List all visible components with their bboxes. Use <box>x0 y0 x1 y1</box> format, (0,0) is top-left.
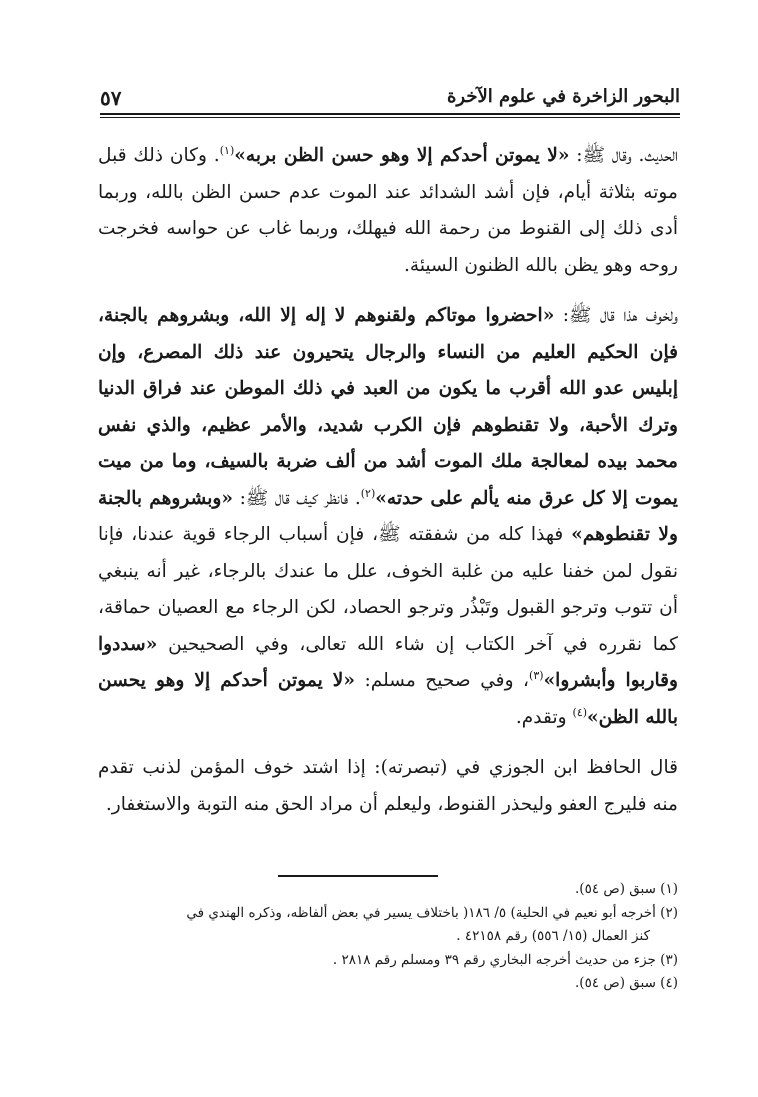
footnote-separator <box>278 875 438 877</box>
header-rule <box>100 113 680 115</box>
main-text <box>98 138 678 837</box>
paragraph-2 <box>98 298 678 736</box>
footnote-ref-3: (٣) <box>529 668 544 682</box>
text-run: ولخوف هذا قال ﷺ: <box>554 305 678 326</box>
text-run: قال الحافظ ابن الجوزي في (تبصرته): إذا اشتد خوف المؤمن لذنب تقدم منه فليرج العفو وليحذر القنوط، وليعلم أن مراد الحق منه التوبة والاستغفار. <box>98 757 678 815</box>
paragraph-1 <box>98 138 678 284</box>
footnote-ref-2: (٢) <box>360 486 376 500</box>
text-run: الحديث. وقال ﷺ: <box>569 145 678 166</box>
hadith-quote: «لا يموتن أحدكم إلا وهو يحسن بالله الظن» <box>98 670 678 728</box>
footnote-2 <box>88 902 678 949</box>
page-header <box>100 80 680 120</box>
footnote-3: (٣) جزء من حديث أخرجه البخاري رقم ٣٩ ومسلم رقم ٢٨١٨ . <box>332 951 678 968</box>
hadith-quote: «سددوا وقاربوا وأبشروا» <box>98 633 678 691</box>
text-run: فهذا كله من شفقته ﷺ، فإن أسباب الرجاء قوية عندنا، فإنا نقول لمن خفنا عليه من غلبة الخوف، علل ما عندك بالرجاء، غير أنه ينبغي أن تتوب وترجو القبول وتَبْذُر وترجو الحصاد، لكن الرجاء مع العصيان حماقة، كما نقرره في آخر الكتاب إن شاء الله تعالى، وفي الصحيحين <box>98 524 678 655</box>
footnote-ref-1: (١) <box>219 143 235 157</box>
text-run: . فانظر كيف قال ﷺ: <box>233 487 361 509</box>
paragraph-3 <box>98 750 678 823</box>
hadith-quote: «احضروا موتاكم ولقنوهم لا إله إلا الله، وبشروهم بالجنة، فإن الحكيم العليم من النساء والرجال يتحيرون عند ذلك المصرع، وإن إبليس عدو الله أقرب ما يكون من العبد في ذلك الموطن عند فراق الدنيا وترك الأحبة، ولا تقنطوهم فإن الكرب شديد، والأمر عظيم، والذي نفس محمد بيده لمعالجة ملك الموت أشد من ألف ضربة بالسيف، وما من ميت يموت إلا كل عرق منه يألم على حدته» <box>98 305 678 509</box>
footnote-ref-4: (٤) <box>572 705 588 719</box>
hadith-quote: «وبشروهم بالجنة ولا تقنطوهم» <box>98 487 678 545</box>
footnote-2-line-2: كنز العمال (١٥/ ٥٥٦) رقم ٤٢١٥٨ . <box>456 928 650 944</box>
text-run: ، وفي صحيح مسلم: <box>355 670 530 691</box>
text-run: وتقدم. <box>515 706 573 728</box>
footnotes <box>88 878 678 996</box>
page-number: ٥٧ <box>100 86 122 110</box>
footnote-4: (٤) سبق (ص ٥٤). <box>575 975 678 991</box>
running-title: البحور الزاخرة في علوم الآخرة <box>446 86 680 107</box>
header-rule-thin <box>100 117 680 118</box>
text-run: . وكان ذلك قبل موته بثلاثة أيام، فإن أشد الشدائد عند الموت عدم حسن الظن بالله، وربما أدى ذلك إلى القنوط من رحمة الله فيهلك، وربما غاب عن حواسه فخرجت روحه وهو يظن بالله الظنون السيئة. <box>98 145 678 276</box>
footnote-2-line-1: (٢) أخرجه أبو نعيم في الحلية) ٥/ ١٨٦( باختلاف يسير في بعض ألفاظه، وذكره الهندي في <box>186 904 678 921</box>
hadith-quote: «لا يموتن أحدكم إلا وهو حسن الظن بربه» <box>234 145 570 166</box>
footnote-1: (١) سبق (ص ٥٤). <box>575 881 678 897</box>
